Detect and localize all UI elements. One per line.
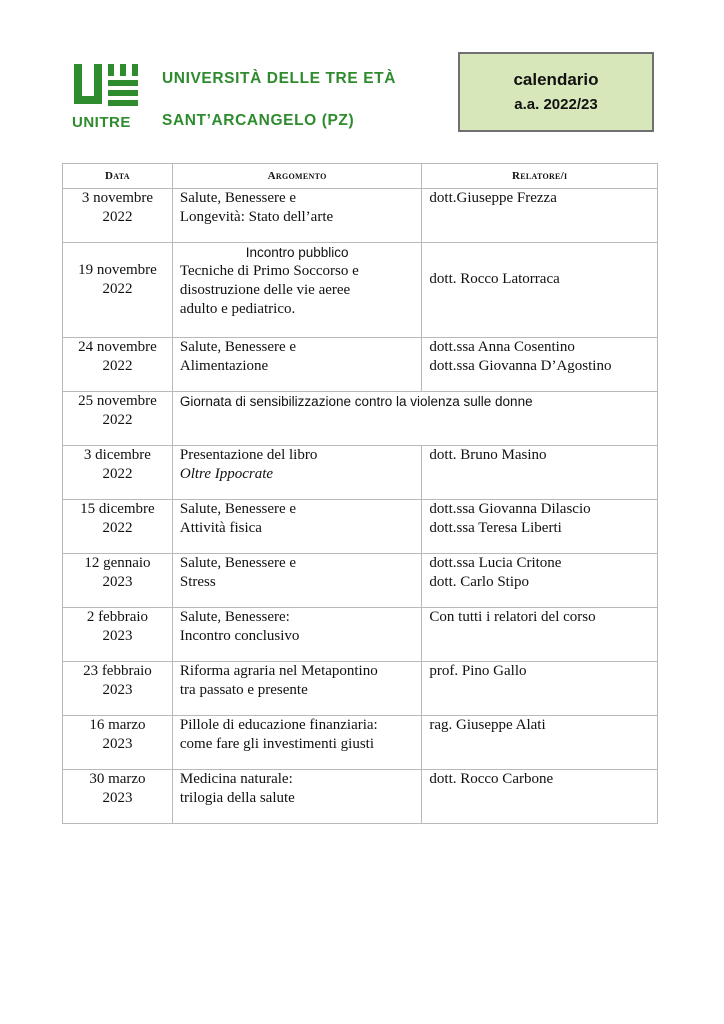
speaker-cell [422,554,658,608]
calendar-title: calendario [513,70,599,89]
date-cell [63,338,173,392]
topic-cell [172,716,422,770]
speaker-cell [422,243,658,338]
table-row [63,446,658,500]
speaker-cell [422,446,658,500]
table-row [63,189,658,243]
speaker-name: dott.ssa Giovanna D’Agostino [429,358,612,374]
date-year: 2022 [102,412,133,428]
date-cell [63,662,173,716]
date-day: 25 novembre [78,393,157,409]
calendar-table [62,163,658,824]
table-header-row [63,164,658,189]
topic-line: Salute, Benessere e [179,190,297,206]
speaker-name: dott. Carlo Stipo [429,574,529,590]
topic-cell [172,338,422,392]
topic-line: Salute, Benessere e [179,501,297,517]
date-cell [63,716,173,770]
table-row [63,716,658,770]
date-cell [63,243,173,338]
date-year: 2022 [102,209,133,225]
date-day: 3 dicembre [83,447,151,463]
date-year: 2023 [102,682,133,698]
date-cell [63,770,173,824]
topic-cell [172,500,422,554]
date-cell [63,608,173,662]
date-year: 2022 [102,281,133,297]
table-row [63,500,658,554]
topic-cell [172,662,422,716]
header-date: Data [63,164,173,189]
table-row [63,608,658,662]
topic-line: Alimentazione [179,358,269,374]
speaker-cell [422,770,658,824]
topic-line: Salute, Benessere: [179,609,290,625]
event-cell: Giornata di sensibilizzazione contro la violenza sulle donne [172,392,657,446]
speaker-cell [422,189,658,243]
date-year: 2022 [102,358,133,374]
speaker-cell [422,608,658,662]
date-year: 2022 [102,520,133,536]
org-name: UNIVERSITÀ DELLE TRE ETÀ [162,70,396,87]
speaker-cell [422,662,658,716]
speaker-name: dott. Rocco Latorraca [429,271,560,287]
speaker-name: Con tutti i relatori del corso [429,609,596,625]
table-row [63,662,658,716]
topic-line: Presentazione del libro [179,447,318,463]
topic-line: Salute, Benessere e [179,339,297,355]
org-location: SANT’ARCANGELO (PZ) [162,112,355,129]
date-day: 16 marzo [89,717,146,733]
header-topic: Argomento [172,164,422,189]
topic-line: Salute, Benessere e [179,555,297,571]
topic-line: come fare gli investimenti giusti [179,736,374,752]
date-cell [63,500,173,554]
date-day: 3 novembre [81,190,154,206]
topic-line: Pillole di educazione finanziaria: [179,717,378,733]
date-day: 23 febbraio [83,663,152,679]
date-day: 2 febbraio [86,609,149,625]
table-row [63,392,658,446]
date-day: 19 novembre [78,262,157,278]
date-cell [63,189,173,243]
topic-line: disostruzione delle vie aeree [179,282,351,298]
topic-line: tra passato e presente [179,682,308,698]
date-day: 24 novembre [78,339,157,355]
speaker-cell [422,338,658,392]
topic-line: trilogia della salute [179,790,295,806]
table-row [63,554,658,608]
topic-cell [172,243,422,338]
date-year: 2023 [102,574,133,590]
table-row [63,243,658,338]
topic-cell [172,770,422,824]
speaker-name: rag. Giuseppe Alati [429,717,546,733]
topic-line: Attività fisica [179,520,262,536]
academic-year: a.a. 2022/23 [514,96,598,113]
date-year: 2023 [102,628,133,644]
speaker-cell [422,716,658,770]
date-year: 2023 [102,790,133,806]
speaker-name: dott. Bruno Masino [429,447,547,463]
date-year: 2023 [102,736,133,752]
date-cell [63,554,173,608]
topic-cell [172,189,422,243]
topic-cell [172,608,422,662]
topic-line: adulto e pediatrico. [179,301,296,317]
table-row [63,770,658,824]
topic-cell [172,554,422,608]
date-day: 30 marzo [89,771,146,787]
date-day: 15 dicembre [80,501,155,517]
date-day: 12 gennaio [84,555,151,571]
topic-line: Medicina naturale: [179,771,293,787]
topic-line: Tecniche di Primo Soccorso e [179,263,359,279]
topic-line: Stress [179,574,216,590]
date-cell [63,446,173,500]
header-speakers: Relatore/i [422,164,658,189]
speaker-name: dott. Rocco Carbone [429,771,554,787]
speaker-name: prof. Pino Gallo [429,663,527,679]
table-row [63,338,658,392]
calendar-title-box [458,52,654,132]
logo-text: UNITRE [72,114,131,131]
speaker-name: dott.ssa Giovanna Dilascio [429,501,591,517]
date-cell [63,392,173,446]
speaker-name: dott.ssa Anna Cosentino [429,339,575,355]
topic-line: Longevità: Stato dell’arte [179,209,334,225]
book-title: Oltre Ippocrate [179,466,274,482]
speaker-name: dott.ssa Lucia Critone [429,555,562,571]
speaker-cell [422,500,658,554]
topic-cell [172,446,422,500]
topic-line: Riforma agraria nel Metapontino [179,663,378,679]
speaker-name: dott.ssa Teresa Liberti [429,520,562,536]
speaker-name: dott.Giuseppe Frezza [429,190,557,206]
topic-line: Incontro conclusivo [179,628,300,644]
topic-intro: Incontro pubblico [245,245,349,260]
date-year: 2022 [102,466,133,482]
